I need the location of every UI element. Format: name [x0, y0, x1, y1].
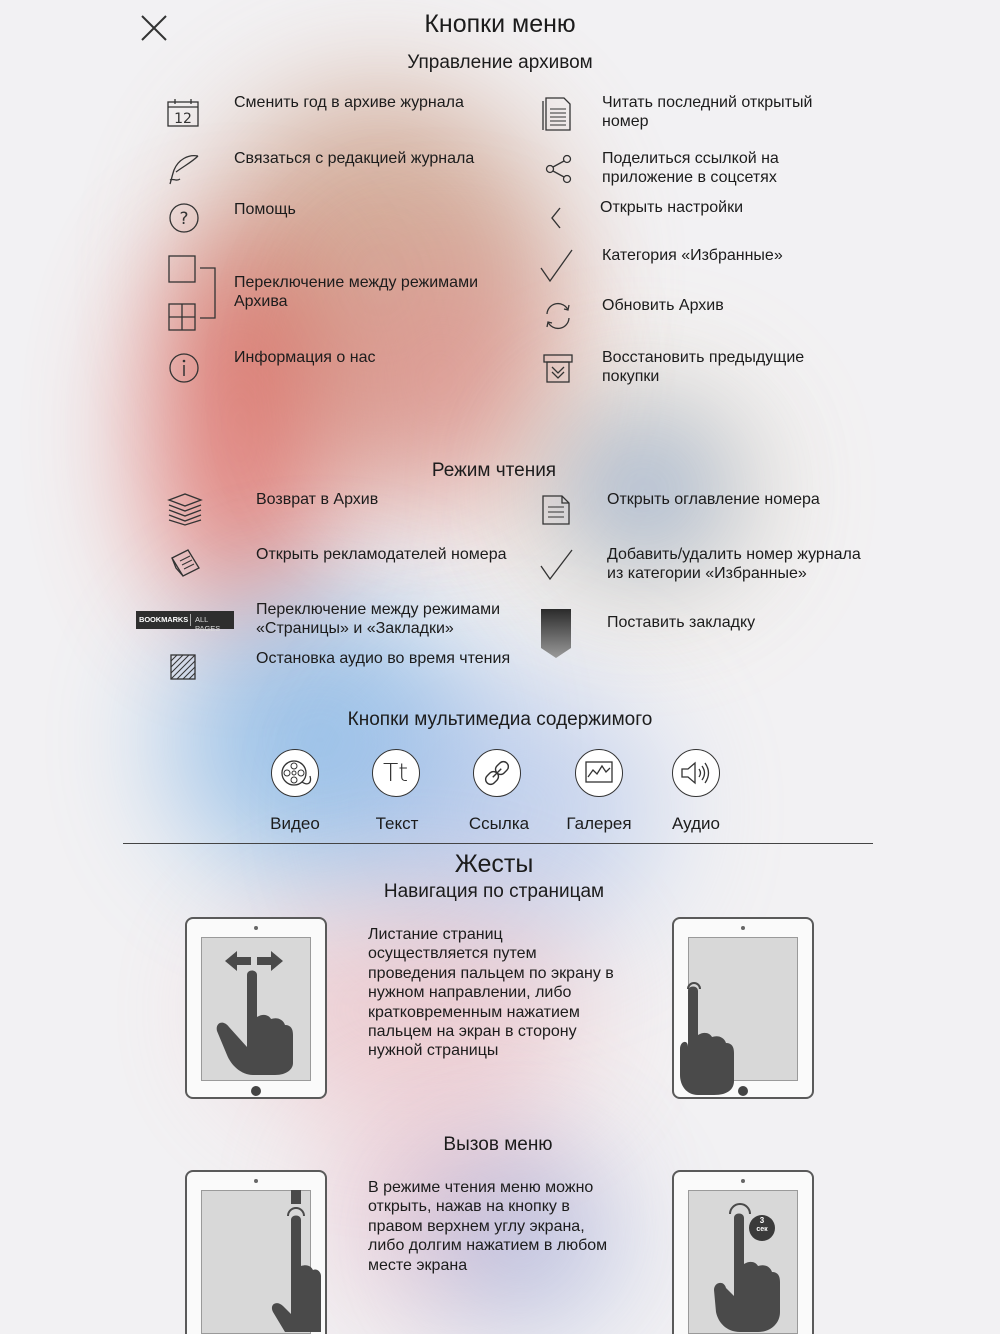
view-mode-label: Переключение между режимами Архива: [234, 274, 479, 310]
bookmarks-tab-left: BOOKMARKS: [139, 615, 189, 624]
read-last-label: Читать последний открытый номер: [602, 94, 813, 130]
link-icon: [474, 750, 520, 796]
gallery-icon: [576, 750, 622, 796]
toc-label: Открыть оглавление номера: [607, 491, 820, 508]
bookmark-icon: [540, 608, 572, 660]
about-label: Информация о нас: [234, 349, 376, 366]
favorites-label: Категория «Избранные»: [602, 247, 783, 264]
link-label: Ссылка: [468, 814, 530, 833]
help-label: Помощь: [234, 201, 296, 218]
audio-label: Аудио: [672, 814, 720, 833]
bookmarks-tab-separator: [190, 614, 191, 626]
tablet-long-press-illustration: [672, 1170, 814, 1334]
audio-stop-label: Остановка аудио во время чтения: [256, 650, 511, 667]
link-button[interactable]: [473, 749, 521, 797]
timer-value: 3: [759, 1216, 765, 1225]
svg-text:12: 12: [174, 111, 192, 127]
document-icon: [540, 96, 574, 132]
view-mode-icon: [166, 254, 218, 332]
audio-button[interactable]: [672, 749, 720, 797]
text-label: Текст: [375, 814, 419, 833]
tablet-menu-button-illustration: [185, 1170, 327, 1334]
video-label: Видео: [270, 814, 320, 833]
bookmark-label: Поставить закладку: [607, 614, 756, 631]
checkmark-icon: [538, 248, 574, 284]
page-title: Кнопки меню: [424, 10, 576, 38]
chevron-left-icon: [546, 204, 566, 232]
gestures-title: Жесты: [454, 850, 534, 878]
text-button[interactable]: [372, 749, 420, 797]
calendar-icon: [166, 98, 200, 128]
refresh-label: Обновить Архив: [602, 297, 724, 314]
text-icon: Tt: [382, 758, 409, 787]
advertisers-label: Открыть рекламодателей номера: [256, 546, 507, 563]
favorites-toggle-label: Добавить/удалить номер журнала из категории «Избранные»: [607, 546, 861, 582]
help-icon: [168, 202, 200, 234]
info-icon: [168, 352, 200, 384]
pages-bookmarks-label: Переключение между режимами «Страницы» и «Закладки»: [256, 601, 501, 637]
refresh-icon: [542, 300, 574, 332]
audio-icon: [673, 750, 719, 796]
bookmarks-tab-icon: [136, 611, 234, 633]
reading-section-title: Режим чтения: [431, 460, 557, 481]
share-label: Поделиться ссылкой на приложение в соцсетях: [602, 150, 779, 186]
gallery-label: Галерея: [566, 814, 632, 833]
video-icon: [272, 750, 318, 796]
navigation-subtitle: Навигация по страницам: [383, 881, 605, 902]
stack-icon: [167, 492, 203, 526]
share-icon: [544, 154, 574, 184]
navigation-description: Листание страниц осуществляется путем проведения пальцем по экрану в нужном направлении, либо кратковременным нажатием пальцем на экран в сторону нужной страницы: [368, 926, 614, 1060]
checkmark-icon: [538, 548, 574, 582]
bookmarks-tab-right: ALL PAGES: [195, 615, 221, 633]
archive-section-title: Управление архивом: [407, 52, 593, 73]
contact-editor-label: Связаться с редакцией журнала: [234, 150, 475, 167]
archive-year-label: Сменить год в архиве журнала: [234, 94, 464, 111]
section-divider: [123, 843, 873, 844]
menu-subtitle: Вызов меню: [443, 1134, 553, 1155]
settings-label: Открыть настройки: [600, 199, 744, 216]
tablet-tap-illustration: [672, 917, 814, 1099]
multimedia-section-title: Кнопки мультимедиа содержимого: [347, 709, 653, 730]
tag-icon: [168, 546, 202, 580]
svg-text:?: ?: [179, 209, 189, 229]
quill-icon: [166, 152, 200, 186]
back-to-archive-label: Возврат в Архив: [256, 491, 379, 508]
audio-stop-icon: [170, 654, 196, 680]
video-button[interactable]: [271, 749, 319, 797]
restore-icon: [542, 352, 574, 384]
toc-icon: [540, 494, 572, 526]
menu-description: В режиме чтения меню можно открыть, нажав на кнопку в правом верхнем углу экрана, либо долгим нажатием в любом месте экрана: [368, 1179, 608, 1274]
restore-label: Восстановить предыдущие покупки: [602, 349, 805, 385]
gallery-button[interactable]: [575, 749, 623, 797]
tablet-swipe-illustration: [185, 917, 327, 1099]
timer-unit: сек: [756, 1226, 768, 1233]
